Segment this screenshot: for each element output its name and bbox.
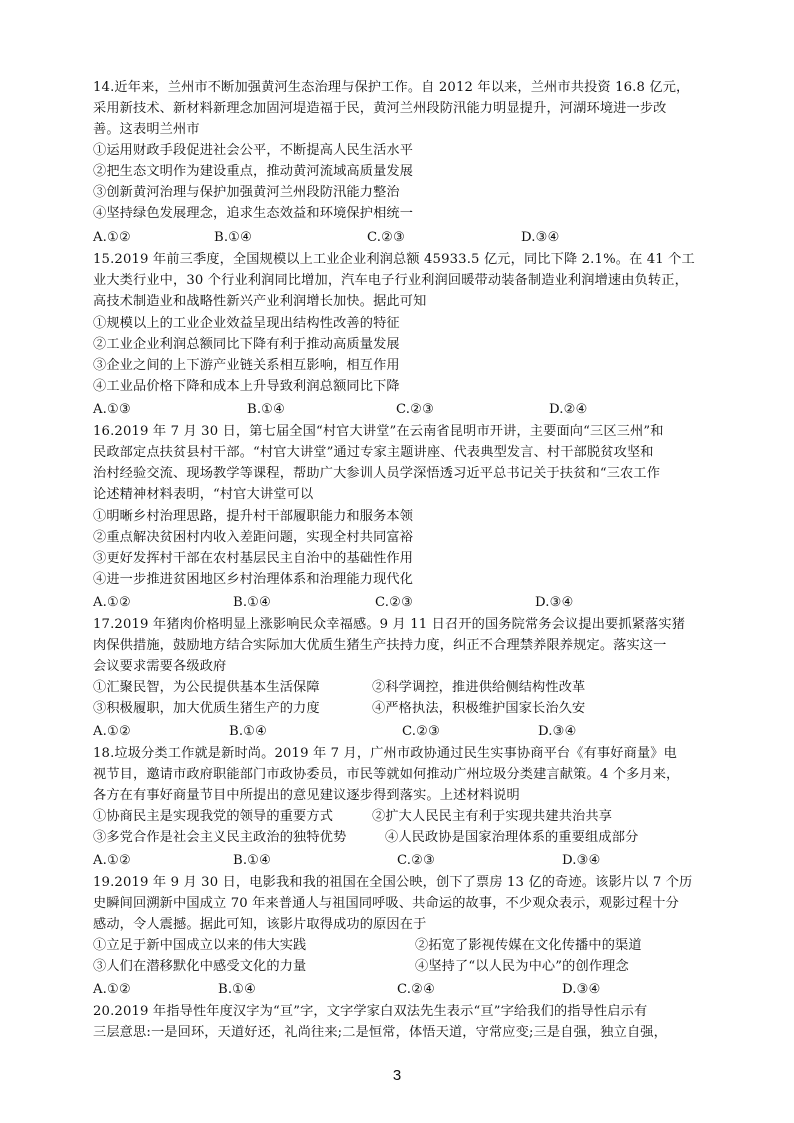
q18-item-2: ②扩大人民民主有利于实现共建共治共享 bbox=[372, 809, 613, 824]
q16-item-3: ③更好发挥村干部在农村基层民主自治中的基础性作用 bbox=[93, 551, 414, 566]
q15-option-b: B.①④ bbox=[247, 402, 286, 417]
q14-option-c: C.②③ bbox=[367, 230, 406, 245]
q17-stem-line-2: 肉保供措施，鼓励地方结合实际加大优质生猪生产扶持力度，纠正不合理禁养限养规定。落实这一 bbox=[93, 638, 667, 653]
q16-option-d: D.③④ bbox=[535, 595, 574, 610]
q15-option-c: C.②③ bbox=[396, 402, 435, 417]
q20-stem-line-1: 20.2019 年指导性年度汉字为“亘”字，文字学家白双法先生表示“亘”字给我们的指导性启示有 bbox=[93, 1004, 648, 1019]
q16-item-2: ②重点解决贫困村内收入差距问题，实现全村共同富裕 bbox=[93, 530, 414, 545]
q14-stem-line-3: 善。这表明兰州市 bbox=[93, 122, 200, 137]
q14-item-3: ③创新黄河治理与保护加强黄河兰州段防汛能力整治 bbox=[93, 185, 400, 200]
q18-item-4: ④人民政协是国家治理体系的重要组成部分 bbox=[385, 830, 639, 845]
q16-option-b: B.①④ bbox=[233, 595, 272, 610]
q19-option-b: B.①④ bbox=[218, 982, 257, 997]
q15-item-3: ③企业之间的上下游产业链关系相互影响，相互作用 bbox=[93, 358, 400, 373]
q15-option-d: D.②④ bbox=[549, 402, 588, 417]
q18-option-a: A.①② bbox=[93, 853, 131, 868]
q14-item-2: ②把生态文明作为建设重点，推动黄河流域高质量发展 bbox=[93, 164, 414, 179]
q19-option-a: A.①② bbox=[93, 982, 131, 997]
q15-stem-line-2: 业大类行业中，30 个行业利润同比增加，汽车电子行业利润回暖带动装备制造业利润增速由负转正， bbox=[93, 273, 688, 288]
q16-stem-line-1: 16.2019 年 7 月 30 日，第七届全国“村官大讲堂”在云南省昆明市开讲，主要面向“三区三州”和 bbox=[93, 424, 664, 439]
q19-stem-line-3: 感动，令人震撼。据此可知，该影片取得成功的原因在于 bbox=[93, 917, 427, 932]
q14-item-1: ①运用财政手段促进社会公平，不断提高人民生活水平 bbox=[93, 143, 414, 158]
q17-option-d: D.③④ bbox=[538, 724, 577, 739]
q17-option-a: A.①② bbox=[93, 724, 131, 739]
q16-stem-line-3: 治村经验交流、现场教学等课程，帮助广大参训人员学深悟透习近平总书记关于扶贫和“三农工作 bbox=[93, 466, 661, 481]
q18-stem-line-1: 18.垃圾分类工作就是新时尚。2019 年 7 月，广州市政协通过民生实事协商平台《有事好商量》电 bbox=[93, 746, 677, 761]
q16-item-4: ④进一步推进贫困地区乡村治理体系和治理能力现代化 bbox=[93, 572, 414, 587]
q17-option-b: B.①④ bbox=[229, 724, 268, 739]
q17-stem-line-1: 17.2019 年猪肉价格明显上涨影响民众幸福感。9 月 11 日召开的国务院常务会议提出要抓紧落实猪 bbox=[93, 617, 686, 632]
q18-item-1: ①协商民主是实现我党的领导的重要方式 bbox=[93, 809, 334, 824]
q19-item-2: ②拓宽了影视传媒在文化传播中的渠道 bbox=[415, 938, 642, 953]
q16-item-1: ①明晰乡村治理思路，提升村干部履职能力和服务本领 bbox=[93, 509, 414, 524]
q19-stem-line-2: 史瞬间回溯新中国成立 70 年来普通人与祖国同呼吸、共命运的故事，不少观众表示，观影过程十分 bbox=[93, 896, 679, 911]
q19-item-4: ④坚持了“以人民为中心”的创作理念 bbox=[415, 959, 629, 974]
q15-item-4: ④工业品价格下降和成本上升导致利润总额同比下降 bbox=[93, 379, 400, 394]
q14-stem-line-2: 采用新技术、新材料新理念加固河堤造福于民，黄河兰州段防汛能力明显提升，河湖环境进一步改 bbox=[93, 101, 667, 116]
q15-stem-line-3: 高技术制造业和战略性新兴产业利润增长加快。据此可知 bbox=[93, 294, 427, 309]
q15-stem-line-1: 15.2019 年前三季度，全国规模以上工业企业利润总额 45933.5 亿元，同比下降 2.1%。在 41 个工 bbox=[93, 252, 695, 267]
q19-item-3: ③人们在潜移默化中感受文化的力量 bbox=[93, 959, 307, 974]
q18-option-d: D.③④ bbox=[562, 853, 601, 868]
q14-option-a: A.①② bbox=[93, 230, 131, 245]
q14-stem-line-1: 14.近年来，兰州市不断加强黄河生态治理与保护工作。自 2012 年以来，兰州市共投资 16.8 亿元， bbox=[93, 80, 690, 95]
q17-stem-line-3: 会议要求需要各级政府 bbox=[93, 659, 227, 674]
q19-option-d: D.③④ bbox=[562, 982, 601, 997]
q15-item-1: ①规模以上的工业企业效益呈现出结构性改善的特征 bbox=[93, 316, 400, 331]
q18-stem-line-2: 视节目，邀请市政府职能部门市政协委员，市民等就如何推动广州垃圾分类建言献策。4 个多月来， bbox=[93, 767, 680, 782]
q14-option-d: D.③④ bbox=[521, 230, 560, 245]
q17-item-1: ①汇聚民智，为公民提供基本生活保障 bbox=[93, 680, 320, 695]
q19-stem-line-1: 19.2019 年 9 月 30 日，电影我和我的祖国在全国公映，创下了票房 13 亿的奇迹。该影片以 7 个历 bbox=[93, 875, 693, 890]
q18-item-3: ③多党合作是社会主义民主政治的独特优势 bbox=[93, 830, 347, 845]
q18-stem-line-3: 各方在有事好商量节目中所提出的意见建议逐步得到落实。上述材料说明 bbox=[93, 788, 520, 803]
q15-option-a: A.①③ bbox=[93, 402, 131, 417]
q17-option-c: C.②③ bbox=[402, 724, 441, 739]
q16-stem-line-2: 民政部定点扶贫县村干部。“村官大讲堂”通过专家主题讲座、代表典型发言、村干部脱贫攻坚和 bbox=[93, 445, 654, 460]
q16-option-c: C.②③ bbox=[375, 595, 414, 610]
q14-option-b: B.①④ bbox=[214, 230, 253, 245]
page-number: 3 bbox=[392, 1067, 402, 1084]
q17-item-3: ③积极履职，加大优质生猪生产的力度 bbox=[93, 701, 320, 716]
q18-option-b: B.①④ bbox=[233, 853, 272, 868]
q20-stem-line-2: 三层意思:一是回环，天道好还，礼尚往来;二是恒常，体悟天道，守常应变;三是自强，独立自强， bbox=[93, 1025, 667, 1040]
q14-item-4: ④坚持绿色发展理念，追求生态效益和环境保护相统一 bbox=[93, 206, 414, 221]
q16-stem-line-4: 论述精神材料表明，“村官大讲堂可以 bbox=[93, 487, 314, 502]
q17-item-2: ②科学调控，推进供给侧结构性改革 bbox=[372, 680, 586, 695]
q18-option-c: C.②③ bbox=[397, 853, 436, 868]
q15-item-2: ②工业企业利润总额同比下降有利于推动高质量发展 bbox=[93, 337, 400, 352]
q19-option-c: C.②④ bbox=[397, 982, 436, 997]
q17-item-4: ④严格执法，积极维护国家长治久安 bbox=[372, 701, 586, 716]
q16-option-a: A.①② bbox=[93, 595, 131, 610]
q19-item-1: ①立足于新中国成立以来的伟大实践 bbox=[93, 938, 307, 953]
